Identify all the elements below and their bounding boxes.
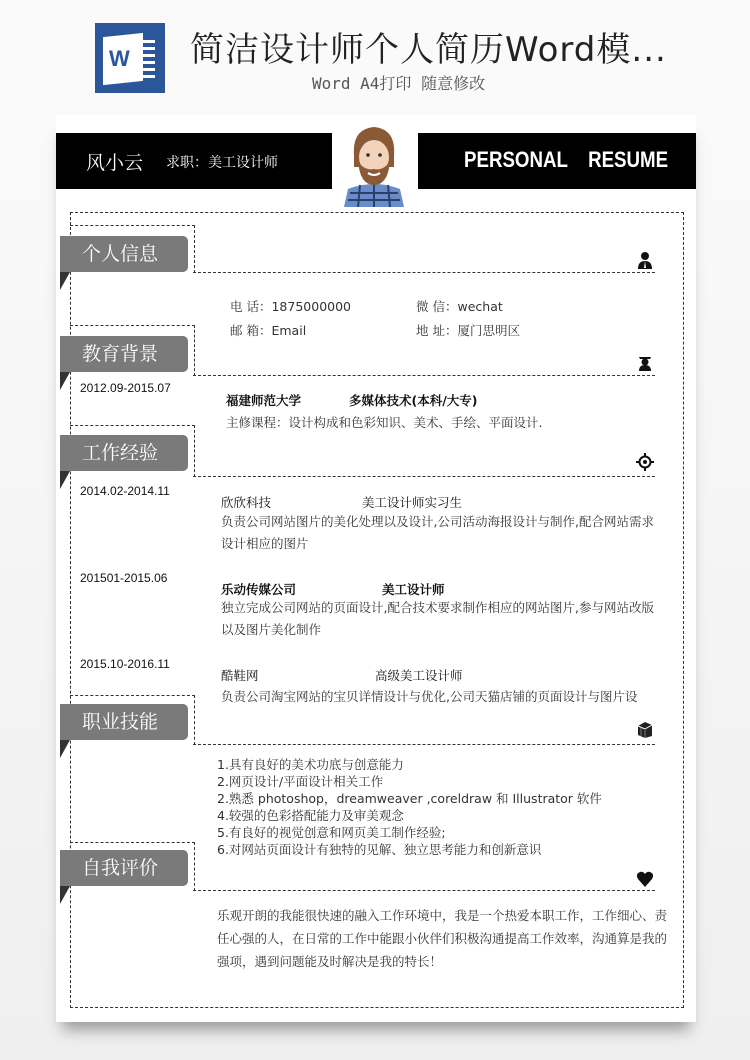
phone-field: 电 话：1875000000: [230, 299, 352, 314]
list-item: 1.具有良好的美术功底与创意能力: [217, 757, 404, 772]
avatar: [336, 123, 412, 207]
education-major: 多媒体技术(本科/大专): [349, 393, 478, 408]
education-courses: 主修课程：设计构成和色彩知识、美术、手绘、平面设计.: [226, 415, 543, 430]
listing-subtitle: Word A4打印 随意修改: [312, 74, 486, 93]
education-school: 福建师范大学: [226, 393, 302, 408]
section-title-skills: 职业技能: [60, 704, 188, 740]
listing-header: [0, 0, 750, 108]
banner-text: PERSONAL RESUME: [463, 147, 668, 172]
person-icon: [636, 251, 654, 269]
list-item: 2.网页设计/平面设计相关工作: [217, 774, 384, 789]
name-bar: [56, 133, 332, 189]
section-title-personal: 个人信息: [60, 236, 188, 272]
list-item: 2.熟悉 photoshop，dreamweaver ,coreldraw 和 Illustrator 软件: [217, 791, 602, 806]
banner-bar: [418, 133, 696, 189]
list-item: 5.有良好的视觉创意和网页美工制作经验;: [217, 825, 446, 840]
list-item: 6.对网站页面设计有独特的见解、独立思考能力和创新意识: [217, 842, 542, 857]
wechat-field: 微 信：wechat: [416, 299, 503, 314]
section-title-work: 工作经验: [60, 435, 188, 471]
self-evaluation-text: 乐观开朗的我能很快速的融入工作环境中，我是一个热爱本职工作，工作细心、责任心强的人，在日常的工作中能跟小伙伴们积极沟通提高工作效率，沟通算是我的强项，遇到问题能及时解决是我的特长！: [217, 908, 668, 969]
graduate-icon: [636, 353, 654, 371]
address-field: 地 址：厦门思明区: [416, 323, 520, 338]
section-title-education: 教育背景: [60, 336, 188, 372]
listing-title: 简洁设计师个人简历Word模...: [190, 30, 667, 70]
target-icon: [636, 453, 654, 471]
education-date: 2012.09-2015.07: [80, 381, 171, 395]
list-item: 4.较强的色彩搭配能力及审美观念: [217, 808, 404, 823]
section-title-self: 自我评价: [60, 850, 188, 886]
heart-icon: [636, 870, 654, 888]
job-target: 求职：美工设计师: [166, 155, 278, 171]
email-field: 邮 箱：Email: [230, 323, 307, 338]
books-icon: [636, 720, 654, 738]
resume-page: 风小云 求职：美工设计师 PERSONAL RESUME 个人信息 电 话：1875000000 微 信：wechat 邮 箱：Email 地 址：厦门思明区 教育背景 2012.09-2015.07 福建师范大学 多媒体技术(本科/大专) 主修课程：设计构成和色彩知识、美术、手绘、平面设计. 工作经验 2014.02-2014.11 欣欣科技 美工设计师实习生 负责公司网站图片的美化处理以及设计,公司活动海报设计与制作,配合网站需求设计相应的图片 201501-2015.06 乐动传媒公司 美工设计师 独立完成公司网站的页面设计,配合技术要求制作相应的网站图片,参与网站改版以及图片美化制作 2015.10-2016.11 酷鞋网 高级美工设计师 负责公司淘宝网站的宝贝详情设计与优化,公司天猫店铺的页面设计与图片设 职业技能 1.具有良好的美术功底与创意能力 2.网页设计/平面设计相关工作 2.熟悉 photoshop，dreamweaver ,coreldraw 和 Illustrator 软件 4.较强的色彩搭配能力及审美观念 5.有良好的视觉创意和网页美工制作经验; 6.对网站页面设计有独特的见解、独立思考能力和创新意识 自我评价 乐观开朗的我能很快速的融入工作环境中，我是一个热爱本职工作，工作细心、责任心强的人，在日常的工作中能跟小伙伴们积极沟通提高工作效率，沟通算是我的强项，遇到问题能及时解决是我的特长！: [56, 115, 696, 1022]
candidate-name: 风小云: [86, 152, 144, 174]
word-icon: W: [95, 23, 165, 93]
